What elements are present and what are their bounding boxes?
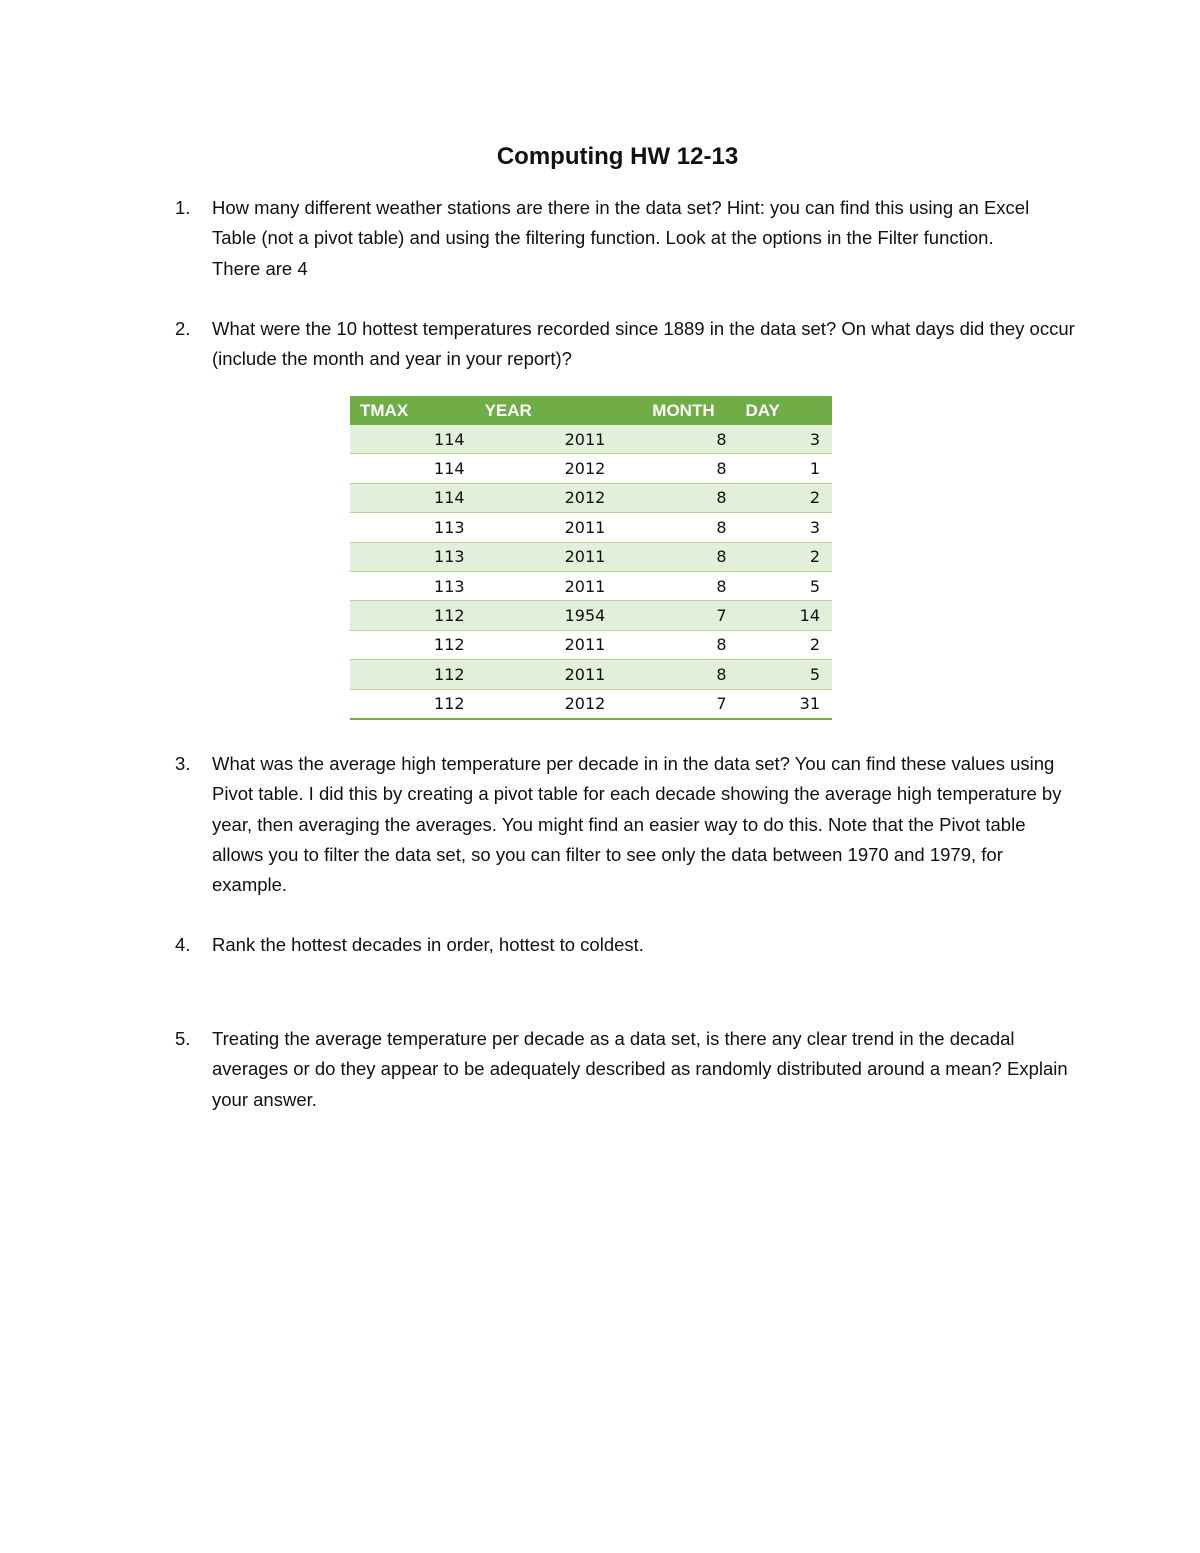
cell-year: 2011 [469,513,635,542]
cell-month: 7 [634,689,731,719]
question-text: What were the 10 hottest temperatures recorded since 1889 in the data set? On what days did they occur (include the month and year in your report)? [212,318,1075,370]
question-text: What was the average high temperature per decade in in the data set? You can find these values using Pivot table. I did this by creating a pivot table for each decade showing the average high temperature by year, then averaging the averages. You might find an easier way to do this. Note that the Pivot table allows you to filter the data set, so you can filter to see only the data between 1970 and 1979, for example. [212,753,1062,896]
question-3 [175,749,1075,900]
cell-day: 3 [732,425,832,454]
cell-tmax: 114 [350,483,469,512]
cell-year: 2012 [469,689,635,719]
answer-text: There are 4 [212,257,308,279]
cell-day: 5 [732,571,832,600]
question-2 [175,314,1075,375]
table-row [350,630,832,659]
column-header-tmax: TMAX [350,396,469,425]
hottest-temperatures-table [350,396,832,720]
cell-tmax: 113 [350,571,469,600]
table-row [350,542,832,571]
question-number: 4. [175,934,191,955]
cell-day: 2 [732,483,832,512]
question-number: 3. [175,753,191,774]
cell-day: 2 [732,542,832,571]
cell-year: 2011 [469,571,635,600]
table-row [350,660,832,689]
question-number: 1. [175,197,191,218]
table-row [350,483,832,512]
question-5 [175,1024,1075,1115]
cell-day: 2 [732,630,832,659]
question-text: Treating the average temperature per decade as a data set, is there any clear trend in the decadal averages or do they appear to be adequately described as randomly distributed around a mean? Explain your answer. [212,1028,1068,1110]
cell-month: 8 [634,513,731,542]
table-row [350,513,832,542]
cell-year: 1954 [469,601,635,630]
cell-month: 8 [634,454,731,483]
cell-year: 2011 [469,425,635,454]
column-header-year: YEAR [469,396,635,425]
cell-tmax: 114 [350,425,469,454]
cell-year: 2011 [469,630,635,659]
cell-year: 2012 [469,483,635,512]
column-header-day: DAY [732,396,832,425]
cell-tmax: 113 [350,542,469,571]
table-row [350,601,832,630]
column-header-month: MONTH [634,396,731,425]
question-number: 5. [175,1028,191,1049]
cell-day: 31 [732,689,832,719]
cell-tmax: 112 [350,689,469,719]
cell-tmax: 114 [350,454,469,483]
cell-day: 5 [732,660,832,689]
cell-year: 2011 [469,542,635,571]
cell-month: 8 [634,571,731,600]
question-number: 2. [175,318,191,339]
cell-tmax: 112 [350,660,469,689]
table-row [350,425,832,454]
cell-month: 8 [634,425,731,454]
page-title: Computing HW 12-13 [496,143,739,170]
cell-year: 2012 [469,454,635,483]
cell-month: 7 [634,601,731,630]
question-1 [175,193,1075,284]
cell-year: 2011 [469,660,635,689]
question-text: How many different weather stations are there in the data set? Hint: you can find this using an Excel Table (not a pivot table) and using the filtering function. Look at the options in the Filter function. [212,197,1030,249]
cell-day: 1 [732,454,832,483]
cell-month: 8 [634,660,731,689]
cell-month: 8 [634,542,731,571]
cell-day: 14 [732,601,832,630]
cell-tmax: 113 [350,513,469,542]
table-row [350,571,832,600]
table-header-row [350,396,832,425]
question-text: Rank the hottest decades in order, hottest to coldest. [212,934,644,955]
table-row [350,689,832,719]
question-4 [175,930,1075,960]
cell-day: 3 [732,513,832,542]
cell-tmax: 112 [350,630,469,659]
cell-tmax: 112 [350,601,469,630]
cell-month: 8 [634,630,731,659]
table-row [350,454,832,483]
cell-month: 8 [634,483,731,512]
